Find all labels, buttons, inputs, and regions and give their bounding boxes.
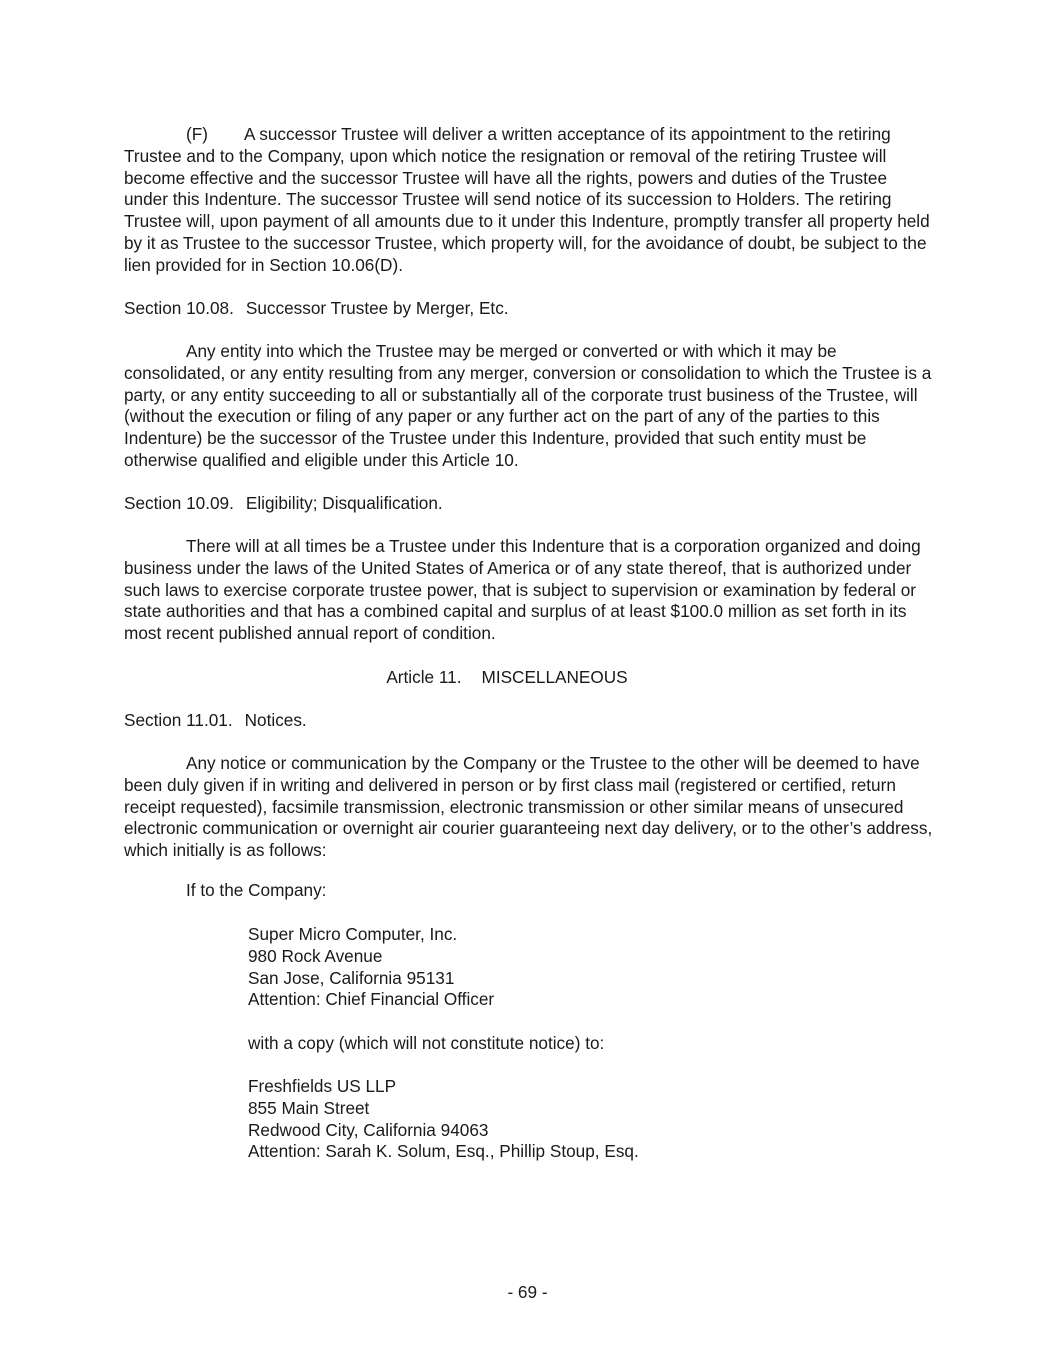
address-line: 980 Rock Avenue [248,945,383,966]
section-10-09-heading [124,493,443,515]
section-number: Section 10.08. [124,298,234,318]
address-line: Freshfields US LLP [248,1076,397,1096]
paragraph-f [124,124,934,277]
address-line: 855 Main Street [248,1097,370,1118]
article-number: Article 11. [386,667,462,687]
article-11-heading [0,667,1014,689]
company-address-block [248,924,494,1011]
address-line: Redwood City, California 94063 [248,1119,489,1140]
page-number: - 69 - [507,1282,548,1302]
section-10-09-body: There will at all times be a Trustee under this Indenture that is a corporation organized and doing business under the laws of the United States of America or of any state thereof, that is authorized under such laws to exercise corporate trustee power, that is subject to supervision or examination by federal or state authorities and that has a combined capital and surplus of at least $100.0 million as set forth in its most recent published annual report of condition. [124,536,921,644]
address-line: Super Micro Computer, Inc. [248,924,458,944]
counsel-address-block [248,1076,639,1163]
copy-notice-line: with a copy (which will not constitute notice) to: [248,1033,605,1053]
section-title: Notices. [244,710,307,730]
section-title: Successor Trustee by Merger, Etc. [245,298,509,318]
section-title: Eligibility; Disqualification. [245,493,443,513]
address-line: Attention: Sarah K. Solum, Esq., Phillip Stoup, Esq. [248,1141,639,1162]
if-to-company-label: If to the Company: [186,880,327,900]
section-number: Section 10.09. [124,493,234,513]
article-title: MISCELLANEOUS [481,667,628,687]
section-10-08-body: Any entity into which the Trustee may be merged or converted or with which it may be consolidated, or any entity resulting from any merger, conversion or consolidation to which the Trustee is a party, or any entity succeeding to all or substantially all of the corporate trust business of the Trustee, will (without the execution or filing of any paper or any further act on the part of any of the parties to this Indenture) be the successor of the Trustee under this Indenture, provided that such entity must be otherwise qualified and eligible under this Article 10. [124,341,932,470]
section-11-01-body: Any notice or communication by the Company or the Trustee to the other will be deemed to have been duly given if in writing and delivered in person or by first class mail (registered or certified, return receipt requested), facsimile transmission, electronic transmission or other similar means of unsecured electronic communication or overnight air courier guaranteeing next day delivery, or to the other’s address, which initially is as follows: [124,753,933,861]
section-number: Section 11.01. [124,710,233,730]
paragraph-f-text: A successor Trustee will deliver a written acceptance of its appointment to the retiring Trustee and to the Company, upon which notice the resignation or removal of the retiring Trustee will become effective and the successor Trustee will have all the rights, powers and duties of the Trustee under this Indenture. The successor Trustee will send notice of its succession to Holders. The retiring Trustee will, upon payment of all amounts due to it under this Indenture, promptly transfer all property held by it as Trustee to the successor Trustee, which property will, for the avoidance of doubt, be subject to the lien provided for in Section 10.06(D). [124,124,930,275]
address-line: Attention: Chief Financial Officer [248,989,495,1010]
section-11-01-heading [124,710,307,732]
section-10-08-heading [124,298,509,320]
address-line: San Jose, California 95131 [248,967,455,988]
paragraph-f-label: (F) [186,124,208,144]
